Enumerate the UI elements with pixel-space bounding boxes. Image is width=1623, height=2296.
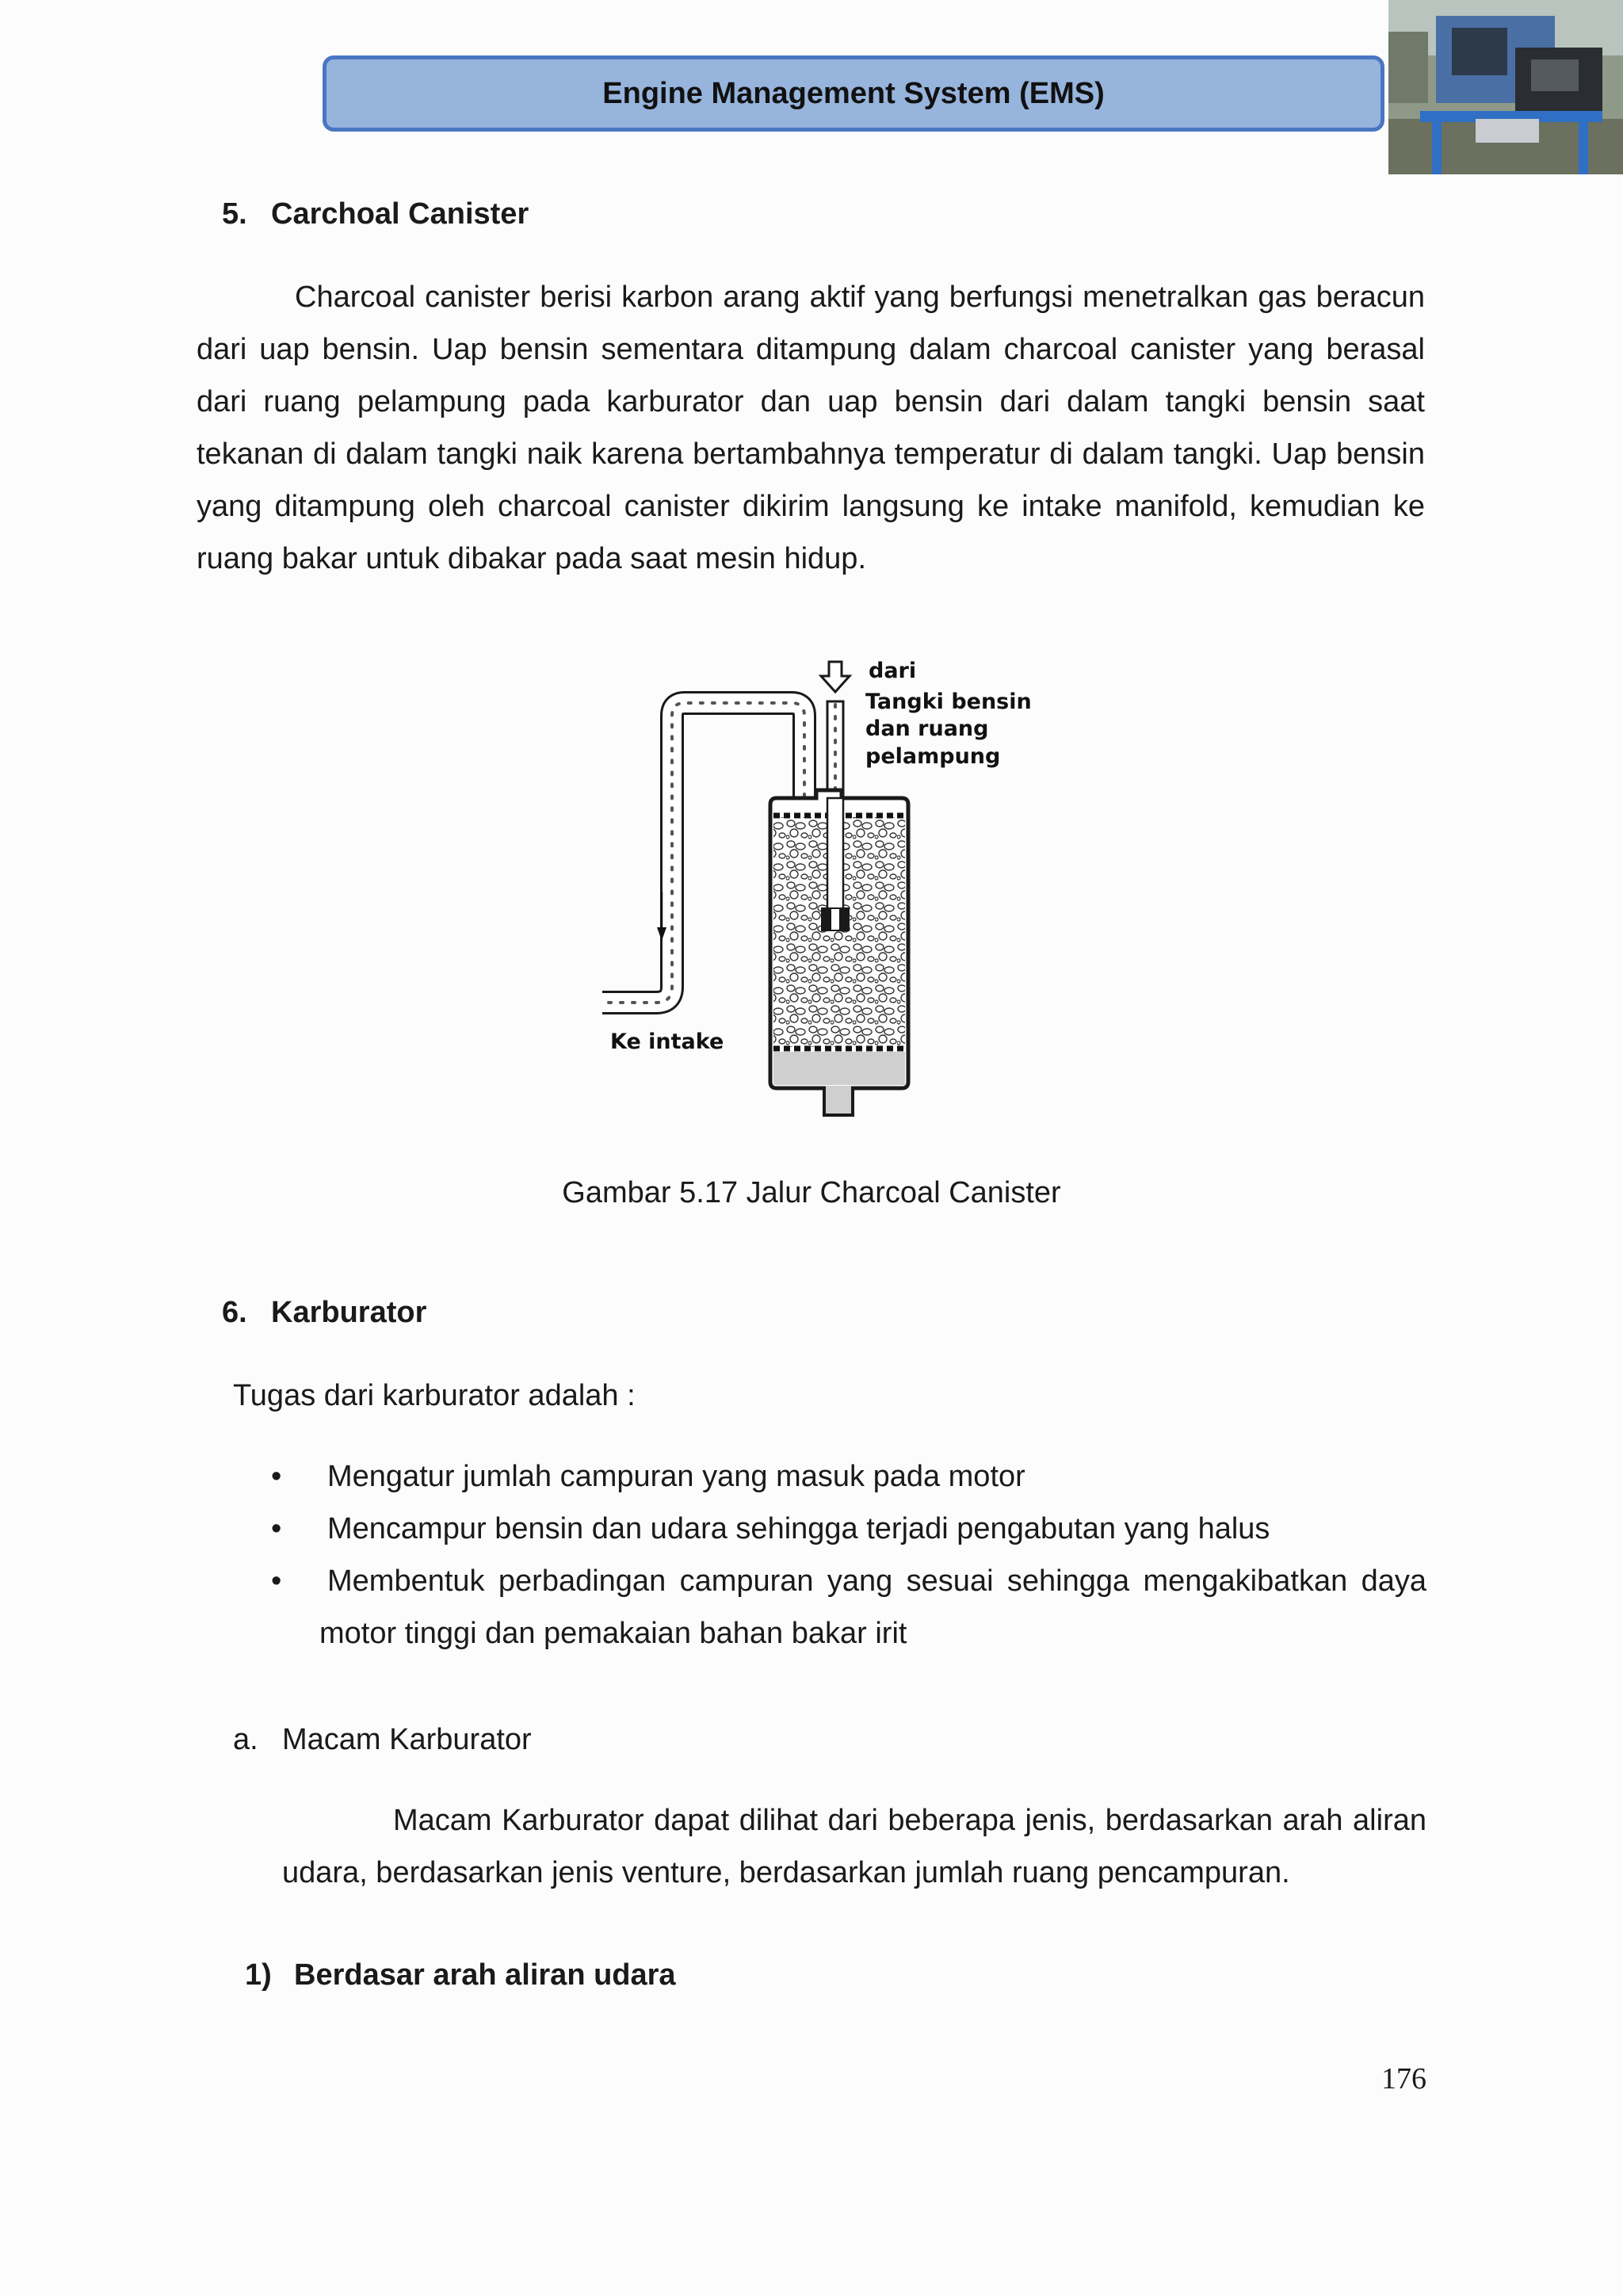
- karburator-tasks-list: [265, 1450, 1426, 1660]
- header-banner: [323, 55, 1384, 132]
- section-6-title: Karburator: [271, 1296, 427, 1329]
- figure-caption: Gambar 5.17 Jalur Charcoal Canister: [562, 1176, 1061, 1209]
- subsection-1-heading: [245, 1949, 676, 2001]
- section-6-intro: Tugas dari karburator adalah :: [233, 1379, 636, 1412]
- engine-trainer-photo-icon: [1388, 0, 1623, 174]
- subsection-1-title: Berdasar arah aliran udara: [294, 1958, 676, 1992]
- bullet-icon: •: [271, 1460, 282, 1493]
- list-item: [265, 1555, 1426, 1660]
- subsection-a-title: Macam Karburator: [282, 1723, 532, 1756]
- section-5-heading: [222, 188, 529, 240]
- bullet-icon: •: [271, 1512, 282, 1545]
- section-6-heading: [222, 1286, 426, 1339]
- section-6-number: 6.: [222, 1296, 247, 1329]
- subsection-a-heading: [233, 1713, 532, 1766]
- list-item-text: Mengatur jumlah campuran yang masuk pada motor: [327, 1460, 1025, 1493]
- subsection-a-paragraph: Macam Karburator dapat dilihat dari beberapa jenis, berdasarkan arah aliran udara, berdasarkan jenis venture, berdasarkan jumlah ruang pencampuran.: [282, 1804, 1426, 1889]
- subsection-a-label: a.: [233, 1723, 258, 1756]
- list-item: [265, 1450, 1426, 1503]
- list-item-text: Mencampur bensin dan udara sehingga terjadi pengabutan yang halus: [327, 1512, 1270, 1545]
- label-ke-intake: Ke intake: [610, 1030, 724, 1054]
- section-5-number: 5.: [222, 197, 247, 231]
- label-dan-ruang: dan ruang: [865, 716, 989, 741]
- label-tangki-bensin: Tangki bensin: [865, 690, 1032, 714]
- bullet-icon: •: [271, 1564, 282, 1598]
- subsection-1-label: 1): [245, 1958, 272, 1992]
- list-item-text: Membentuk perbadingan campuran yang sesuai sehingga mengakibatkan daya motor tinggi dan pemakaian bahan bakar irit: [319, 1564, 1426, 1650]
- section-5-title: Carchoal Canister: [271, 197, 529, 231]
- page-number: 176: [1381, 2062, 1426, 2095]
- header-title: Engine Management System (EMS): [602, 76, 1105, 110]
- charcoal-canister-diagram: [586, 654, 1038, 1121]
- section-5-paragraph: Charcoal canister berisi karbon arang aktif yang berfungsi menetralkan gas beracun dari uap bensin. Uap bensin sementara ditampung dalam charcoal canister yang berasal dari ruang pelampung pada karburator dan uap bensin dari dalam tangki bensin saat tekanan di dalam tangki naik karena bertambahnya temperatur di dalam tangki. Uap bensin yang ditampung oleh charcoal canister dikirim langsung ke intake manifold, kemudian ke ruang bakar untuk dibakar pada saat mesin hidup.: [197, 281, 1425, 575]
- label-pelampung: pelampung: [865, 744, 1001, 769]
- list-item: [265, 1503, 1426, 1555]
- label-dari: dari: [869, 659, 917, 683]
